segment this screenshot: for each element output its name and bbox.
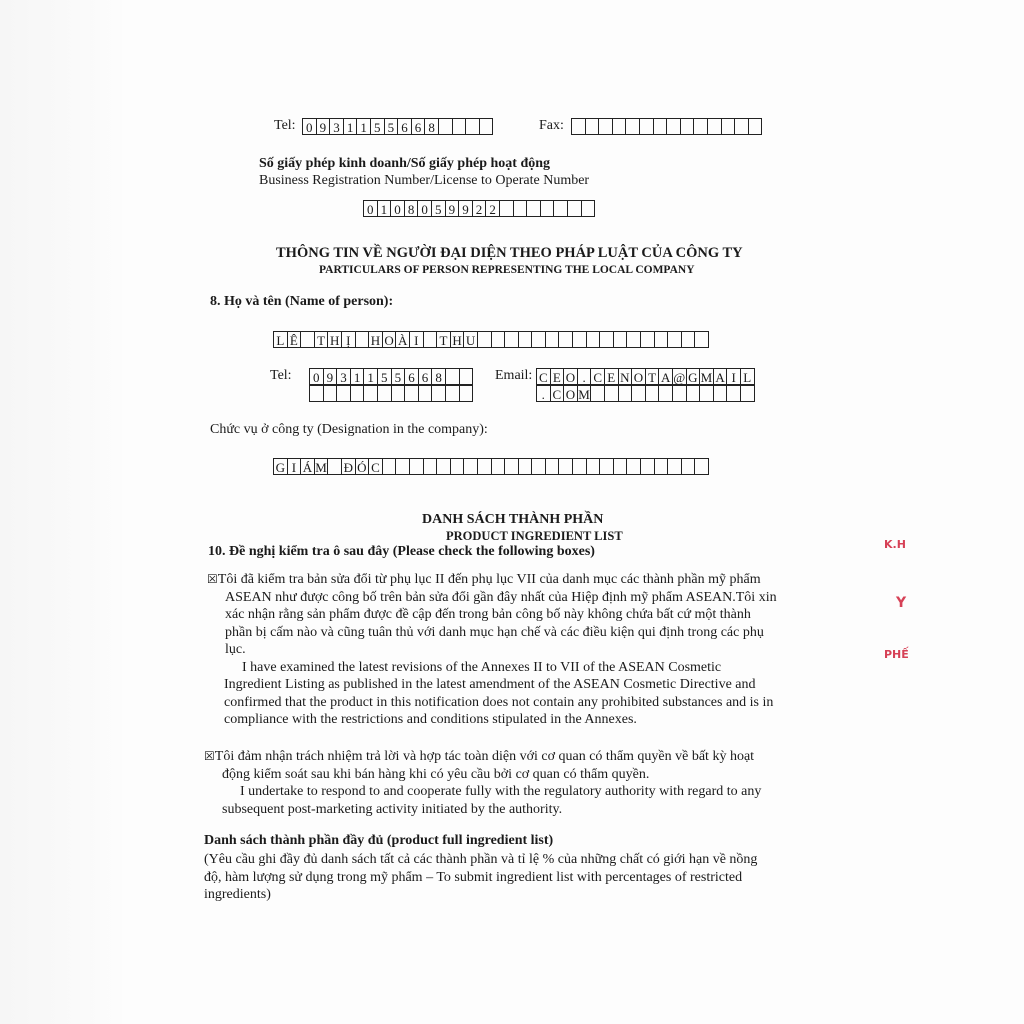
char-box: I [287, 458, 302, 475]
fax-boxes [572, 118, 762, 135]
char-box [391, 385, 406, 402]
char-box [463, 458, 478, 475]
char-box: H [450, 331, 465, 348]
rep-tel-boxes-row2 [310, 385, 473, 402]
char-box [465, 118, 480, 135]
char-box [491, 458, 506, 475]
page-edge-shadow [0, 0, 122, 1024]
full-list-line-1: (Yêu cầu ghi đầy đủ danh sách tất cả các thành phần và tỉ lệ % của những chất có giới hạn về nồng [204, 852, 758, 867]
char-box [438, 118, 453, 135]
char-box [526, 200, 541, 217]
char-box [618, 385, 633, 402]
tel-boxes [303, 118, 493, 135]
char-box: 5 [370, 118, 385, 135]
char-box [672, 385, 687, 402]
char-box [640, 331, 655, 348]
declaration-1-line-9: compliance with the restrictions and conditions stipulated in the Annexes. [224, 712, 637, 727]
char-box: L [740, 368, 755, 385]
char-box [423, 458, 438, 475]
char-box [567, 200, 582, 217]
char-box [350, 385, 365, 402]
char-box: O [563, 385, 578, 402]
char-box [613, 331, 628, 348]
stamp-fragment-3: PHẾ [884, 648, 909, 661]
char-box [558, 458, 573, 475]
char-box: 6 [404, 368, 419, 385]
char-box [581, 200, 596, 217]
full-list-line-2: độ, hàm lượng sử dụng trong mỹ phẩm – To submit ingredient list with percentages of restricted [204, 869, 743, 885]
char-box [572, 331, 587, 348]
char-box [639, 118, 654, 135]
char-box: T [314, 331, 329, 348]
char-box: 6 [418, 368, 433, 385]
char-box: G [273, 458, 288, 475]
char-box: 3 [336, 368, 351, 385]
char-box [327, 458, 342, 475]
char-box [553, 200, 568, 217]
char-box [479, 118, 494, 135]
declaration-2-line-3: I undertake to respond to and cooperate fully with the regulatory authority with regard to any [240, 784, 762, 799]
char-box: C [550, 385, 565, 402]
char-box: À [395, 331, 410, 348]
char-box [645, 385, 660, 402]
char-box: 5 [384, 118, 399, 135]
char-box: H [327, 331, 342, 348]
name-label: 8. Họ và tên (Name of person): [210, 294, 394, 309]
char-box: H [368, 331, 383, 348]
char-box: 1 [356, 118, 371, 135]
checked-box-icon[interactable]: ☒ [207, 572, 218, 586]
representative-heading-en: PARTICULARS OF PERSON REPRESENTING THE LOCAL COMPANY [319, 264, 695, 276]
char-box [436, 458, 451, 475]
char-box [667, 331, 682, 348]
char-box [477, 331, 492, 348]
char-box [518, 458, 533, 475]
declaration-1-line-2: ASEAN như được công bố trên bản sửa đổi gần đây nhất của Hiệp định mỹ phẩm ASEAN.Tôi xin [225, 589, 777, 605]
char-box: 9 [323, 368, 338, 385]
char-box [418, 385, 433, 402]
char-box [613, 458, 628, 475]
char-box [504, 331, 519, 348]
char-box [558, 331, 573, 348]
char-box: 6 [397, 118, 412, 135]
ingredients-title-en: PRODUCT INGREDIENT LIST [446, 529, 623, 543]
check-heading: 10. Đề nghị kiểm tra ô sau đây (Please check the following boxes) [208, 544, 595, 559]
char-box: 2 [472, 200, 487, 217]
char-box: . [577, 368, 592, 385]
char-box: 1 [377, 200, 392, 217]
declaration-2-line-1: ☒Tôi đảm nhận trách nhiệm trả lời và hợp tác toàn diện với cơ quan có thẩm quyền về bất kỳ hoạt [204, 749, 755, 764]
email-label: Email: [495, 368, 533, 383]
char-box [445, 385, 460, 402]
char-box [518, 331, 533, 348]
char-box [653, 118, 668, 135]
char-box: E [550, 368, 565, 385]
declaration-paragraph-2 [204, 748, 761, 818]
full-list-line-3: ingredients) [204, 887, 271, 902]
char-box: 8 [431, 368, 446, 385]
char-box [586, 458, 601, 475]
declaration-1-line-3: xác nhận rằng sản phẩm được đề cập đến trong bản công bố này không chứa bất cứ một thành [225, 607, 751, 622]
char-box [626, 458, 641, 475]
char-box: L [273, 331, 288, 348]
char-box: Ê [287, 331, 302, 348]
char-box [666, 118, 681, 135]
char-box: Ị [341, 331, 356, 348]
char-box [300, 331, 315, 348]
char-box [513, 200, 528, 217]
char-box: M [315, 460, 327, 475]
declaration-1-line-7: Ingredient Listing as published in the latest amendment of the ASEAN Cosmetic Directive and [224, 677, 756, 692]
char-box [586, 331, 601, 348]
char-box: A [658, 368, 673, 385]
char-box: 8 [404, 200, 419, 217]
char-box [504, 458, 519, 475]
char-box: 1 [363, 368, 378, 385]
char-box: @ [673, 370, 686, 385]
char-box: 0 [390, 200, 405, 217]
char-box: 0 [363, 200, 378, 217]
char-box [355, 331, 370, 348]
name-boxes [274, 331, 709, 348]
char-box [585, 118, 600, 135]
char-box [571, 118, 586, 135]
char-box [654, 458, 669, 475]
char-box: C [368, 458, 383, 475]
char-box [423, 331, 438, 348]
declaration-1-line-8: confirmed that the product in this notification does not contain any prohibited substances and is in [224, 694, 774, 710]
char-box: 9 [316, 118, 331, 135]
checked-box-icon[interactable]: ☒ [204, 749, 215, 763]
char-box: E [604, 368, 619, 385]
email-boxes-row1 [537, 368, 755, 385]
declaration-2-line-4: subsequent post-marketing activity initiated by the authority. [222, 801, 563, 817]
full-list-title: Danh sách thành phần đầy đủ (product full ingredient list) [204, 833, 554, 848]
char-box [459, 385, 474, 402]
char-box: U [463, 331, 478, 348]
char-box [531, 331, 546, 348]
rep-tel-label: Tel: [270, 368, 292, 383]
char-box [625, 118, 640, 135]
char-box: I [726, 368, 741, 385]
char-box: 1 [343, 118, 358, 135]
char-box [713, 385, 728, 402]
designation-label: Chức vụ ở công ty (Designation in the company): [210, 422, 488, 437]
char-box: 0 [309, 368, 324, 385]
business-number-boxes [364, 200, 595, 217]
char-box [545, 458, 560, 475]
char-box: Ó [355, 458, 370, 475]
char-box: I [409, 331, 424, 348]
char-box [631, 385, 646, 402]
business-title-vi: Số giấy phép kinh doanh/Số giấy phép hoạt động [259, 156, 551, 171]
char-box [740, 385, 755, 402]
char-box [694, 331, 709, 348]
char-box [382, 458, 397, 475]
char-box: Đ [341, 458, 356, 475]
char-box: C [536, 368, 551, 385]
char-box: O [382, 331, 397, 348]
char-box [626, 331, 641, 348]
char-box [721, 118, 736, 135]
tel-label: Tel: [274, 118, 296, 133]
declaration-1-line-6: I have examined the latest revisions of the Annexes II to VII of the ASEAN Cosmetic [242, 659, 722, 675]
char-box [681, 458, 696, 475]
char-box: 2 [485, 200, 500, 217]
char-box: O [631, 368, 646, 385]
rep-tel-boxes-row1 [310, 368, 473, 385]
char-box: 0 [417, 200, 432, 217]
designation-boxes [274, 458, 709, 475]
email-boxes-row2 [537, 385, 755, 402]
char-box: N [618, 368, 633, 385]
char-box [377, 385, 392, 402]
char-box [699, 385, 714, 402]
char-box [450, 458, 465, 475]
char-box [726, 385, 741, 402]
char-box: G [686, 368, 701, 385]
char-box: M [578, 387, 590, 402]
char-box [707, 118, 722, 135]
char-box [667, 458, 682, 475]
declaration-1-line-5: lục. [225, 642, 246, 657]
char-box: 8 [424, 118, 439, 135]
business-title-en: Business Registration Number/License to Operate Number [259, 173, 590, 188]
char-box: Á [300, 458, 315, 475]
char-box: T [645, 368, 660, 385]
char-box [694, 458, 709, 475]
char-box [686, 385, 701, 402]
char-box [531, 458, 546, 475]
char-box [590, 385, 605, 402]
char-box [445, 368, 460, 385]
char-box [404, 385, 419, 402]
char-box [491, 331, 506, 348]
stamp-fragment-1: K.H [884, 538, 906, 551]
declaration-2-line-2: động kiểm soát sau khi bán hàng khi có yêu cầu bởi cơ quan có thẩm quyền. [222, 766, 650, 782]
char-box [323, 385, 338, 402]
full-list-instructions [204, 851, 757, 904]
char-box [477, 458, 492, 475]
char-box [540, 200, 555, 217]
char-box [309, 385, 324, 402]
char-box [363, 385, 378, 402]
char-box [654, 331, 669, 348]
char-box [599, 458, 614, 475]
char-box [681, 331, 696, 348]
char-box [431, 385, 446, 402]
char-box: 3 [329, 118, 344, 135]
fax-label: Fax: [539, 118, 564, 133]
char-box: O [563, 368, 578, 385]
char-box: T [436, 331, 451, 348]
char-box [598, 118, 613, 135]
stamp-fragment-2: Y [896, 595, 907, 611]
representative-heading-vi: THÔNG TIN VỀ NGƯỜI ĐẠI DIỆN THEO PHÁP LUẬT CỦA CÔNG TY [276, 245, 743, 261]
char-box: . [536, 385, 551, 402]
char-box [748, 118, 763, 135]
char-box [572, 458, 587, 475]
char-box: 5 [377, 368, 392, 385]
declaration-1-line-1: ☒Tôi đã kiểm tra bản sửa đổi từ phụ lục II đến phụ lục VII của danh mục các thành phần mỹ phẩm [207, 572, 761, 587]
char-box [409, 458, 424, 475]
char-box: 9 [445, 200, 460, 217]
char-box [693, 118, 708, 135]
char-box [452, 118, 467, 135]
char-box [734, 118, 749, 135]
char-box: A [713, 368, 728, 385]
ingredients-title-vi: DANH SÁCH THÀNH PHẦN [422, 512, 604, 527]
char-box [658, 385, 673, 402]
declaration-1-line-4: phần bị cấm nào và cũng tuân thủ với danh mục hạn chế và các điều kiện qui định trong các phụ [225, 624, 764, 640]
char-box [545, 331, 560, 348]
char-box [612, 118, 627, 135]
char-box [336, 385, 351, 402]
char-box [459, 368, 474, 385]
declaration-paragraph-1 [207, 571, 777, 729]
char-box: 5 [431, 200, 446, 217]
char-box [680, 118, 695, 135]
char-box [640, 458, 655, 475]
char-box [499, 200, 514, 217]
char-box: 9 [458, 200, 473, 217]
char-box: 5 [391, 368, 406, 385]
char-box: 0 [302, 118, 317, 135]
char-box: 6 [411, 118, 426, 135]
char-box: 1 [350, 368, 365, 385]
char-box: M [700, 370, 713, 385]
char-box: C [590, 368, 605, 385]
char-box [599, 331, 614, 348]
char-box [604, 385, 619, 402]
char-box [395, 458, 410, 475]
